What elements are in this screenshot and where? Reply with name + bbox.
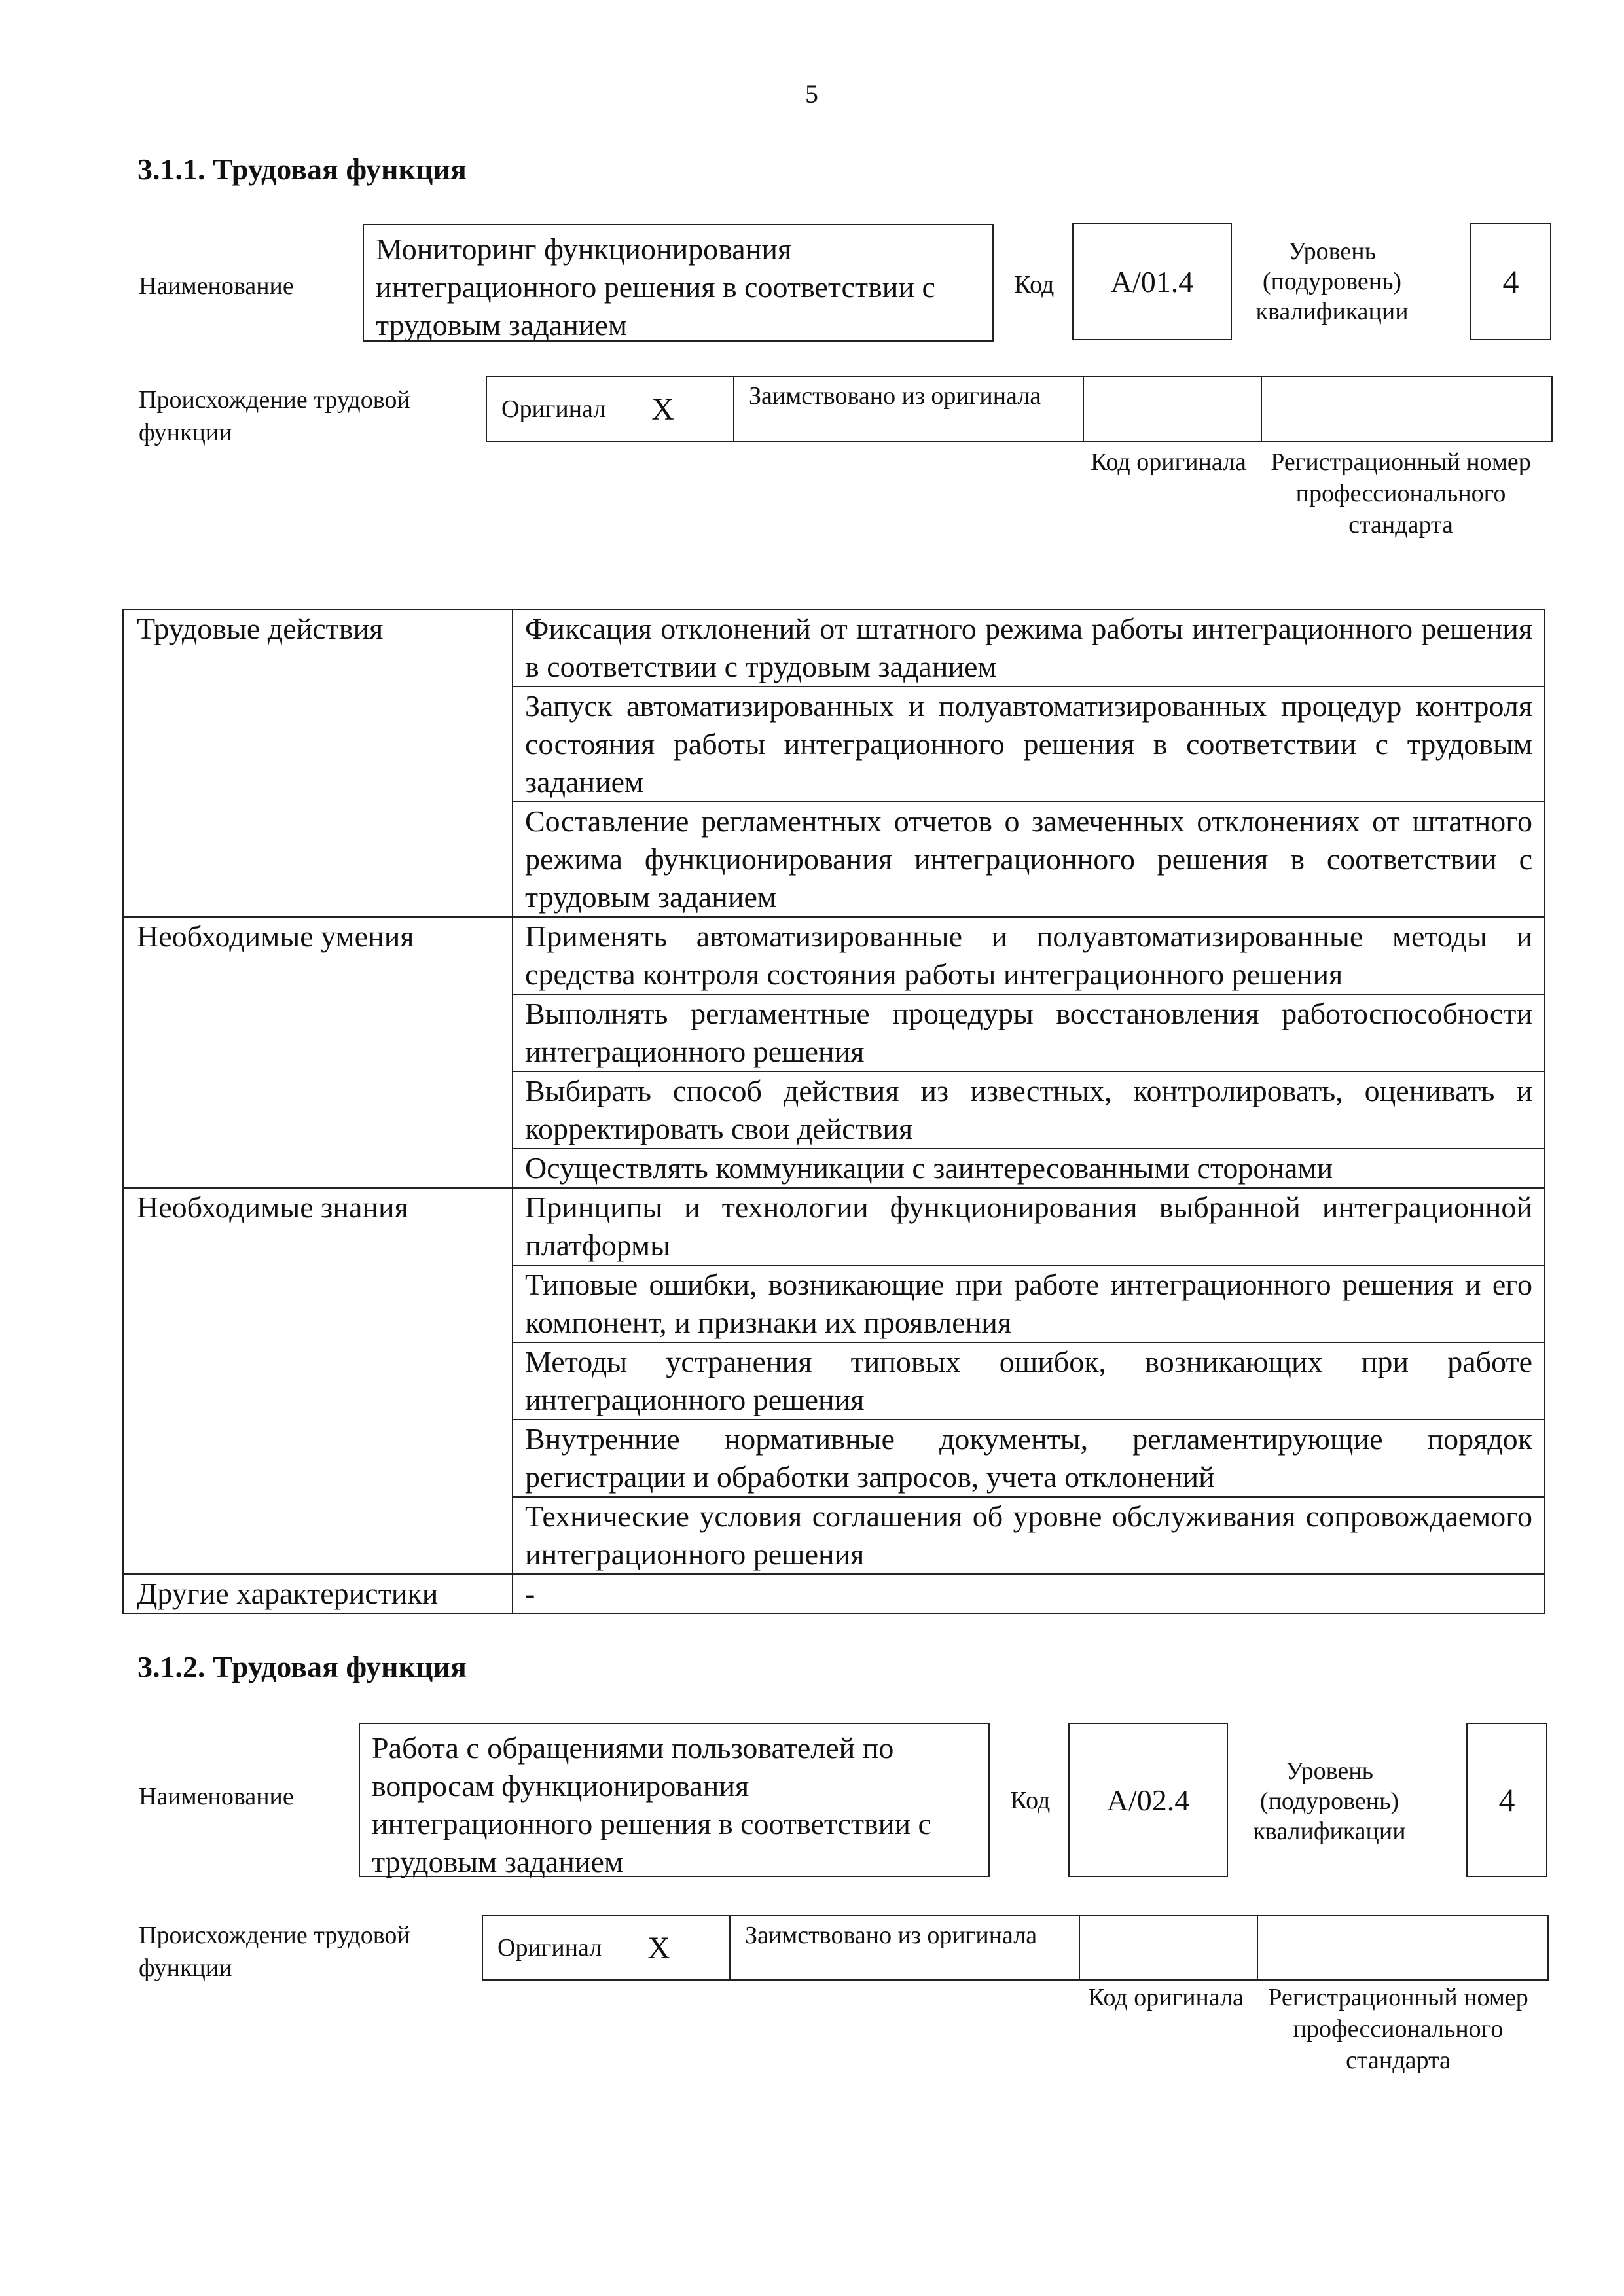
original-mark: X: [647, 1930, 670, 1965]
other-label: Другие характеристики: [123, 1574, 513, 1613]
code-label: Код: [1014, 271, 1055, 298]
skills-label: Необходимые умения: [123, 917, 513, 1188]
page-number: 5: [805, 79, 818, 109]
orig-code-cell: [1084, 377, 1262, 441]
table-row: [123, 1188, 1545, 1265]
name-label: Наименование: [139, 1783, 294, 1810]
original-cell: [483, 1916, 731, 1979]
orig-code-caption: Код оригинала: [1091, 448, 1246, 476]
borrowed-cell: Заимствовано из оригинала: [731, 1916, 1080, 1979]
original-label: Оригинал: [497, 1934, 602, 1962]
reg-number-cell: [1262, 377, 1551, 441]
orig-code-cell: [1080, 1916, 1258, 1979]
knowledge-item: Технические условия соглашения об уровне обслуживания сопровождаемого интеграционного решения: [513, 1497, 1545, 1574]
labor-action-item: Составление регламентных отчетов о замеченных отклонениях от штатного режима функционирования интеграционного решения в соответствии с трудовым заданием: [513, 802, 1545, 917]
level-label: Уровень (подуровень) квалификации: [1253, 1757, 1406, 1845]
labor-actions-label: Трудовые действия: [123, 609, 513, 917]
table-row: [123, 917, 1545, 994]
table-row: [123, 1574, 1545, 1613]
knowledge-item: Методы устранения типовых ошибок, возникающих при работе интеграционного решения: [513, 1342, 1545, 1420]
function-code-box: A/01.4: [1072, 223, 1232, 340]
code-label: Код: [1010, 1787, 1051, 1814]
knowledge-item: Внутренние нормативные документы, регламентирующие порядок регистрации и обработки запросов, учета отклонений: [513, 1420, 1545, 1497]
labor-action-item: Фиксация отклонений от штатного режима работы интеграционного решения в соответствии с трудовым заданием: [513, 609, 1545, 687]
origin-row: [482, 1915, 1549, 1981]
skill-item: Выполнять регламентные процедуры восстановления работоспособности интеграционного решения: [513, 994, 1545, 1071]
origin-label: Происхождение трудовой функции: [139, 386, 410, 446]
labor-action-item: Запуск автоматизированных и полуавтоматизированных процедур контроля состояния работы интеграционного решения в соответствии с трудовым заданием: [513, 687, 1545, 802]
function-name-box: Работа с обращениями пользователей по вопросам функционирования интеграционного решения в соответствии с трудовым заданием: [359, 1723, 990, 1877]
function-code-box: A/02.4: [1068, 1723, 1228, 1877]
section-heading-3-1-2: 3.1.2. Трудовая функция: [137, 1650, 467, 1683]
borrowed-cell: Заимствовано из оригинала: [734, 377, 1084, 441]
skill-item: Выбирать способ действия из известных, контролировать, оценивать и корректировать свои действия: [513, 1071, 1545, 1149]
level-label: Уровень (подуровень) квалификации: [1255, 238, 1409, 325]
skill-item: Осуществлять коммуникации с заинтересованными сторонами: [513, 1149, 1545, 1188]
knowledge-label: Необходимые знания: [123, 1188, 513, 1574]
function-name-box: Мониторинг функционирования интеграционного решения в соответствии с трудовым заданием: [363, 224, 994, 342]
other-value: -: [513, 1574, 1545, 1613]
original-label: Оригинал: [501, 395, 606, 423]
reg-number-cell: [1258, 1916, 1547, 1979]
name-label: Наименование: [139, 272, 294, 300]
reg-number-caption: Регистрационный номер профессионального стандарта: [1268, 1984, 1528, 2074]
origin-label: Происхождение трудовой функции: [139, 1922, 410, 1982]
skill-item: Применять автоматизированные и полуавтоматизированные методы и средства контроля состояния работы интеграционного решения: [513, 917, 1545, 994]
knowledge-item: Типовые ошибки, возникающие при работе интеграционного решения и его компонент, и признаки их проявления: [513, 1265, 1545, 1342]
origin-row: [486, 376, 1553, 442]
level-value-box: 4: [1466, 1723, 1547, 1877]
original-mark: X: [651, 391, 674, 427]
orig-code-caption: Код оригинала: [1088, 1984, 1244, 2011]
level-value-box: 4: [1470, 223, 1551, 340]
reg-number-caption: Регистрационный номер профессионального стандарта: [1271, 448, 1531, 539]
knowledge-item: Принципы и технологии функционирования выбранной интеграционной платформы: [513, 1188, 1545, 1265]
labor-function-table: [122, 609, 1545, 1614]
table-row: [123, 609, 1545, 687]
section-heading-3-1-1: 3.1.1. Трудовая функция: [137, 152, 467, 186]
original-cell: [487, 377, 734, 441]
